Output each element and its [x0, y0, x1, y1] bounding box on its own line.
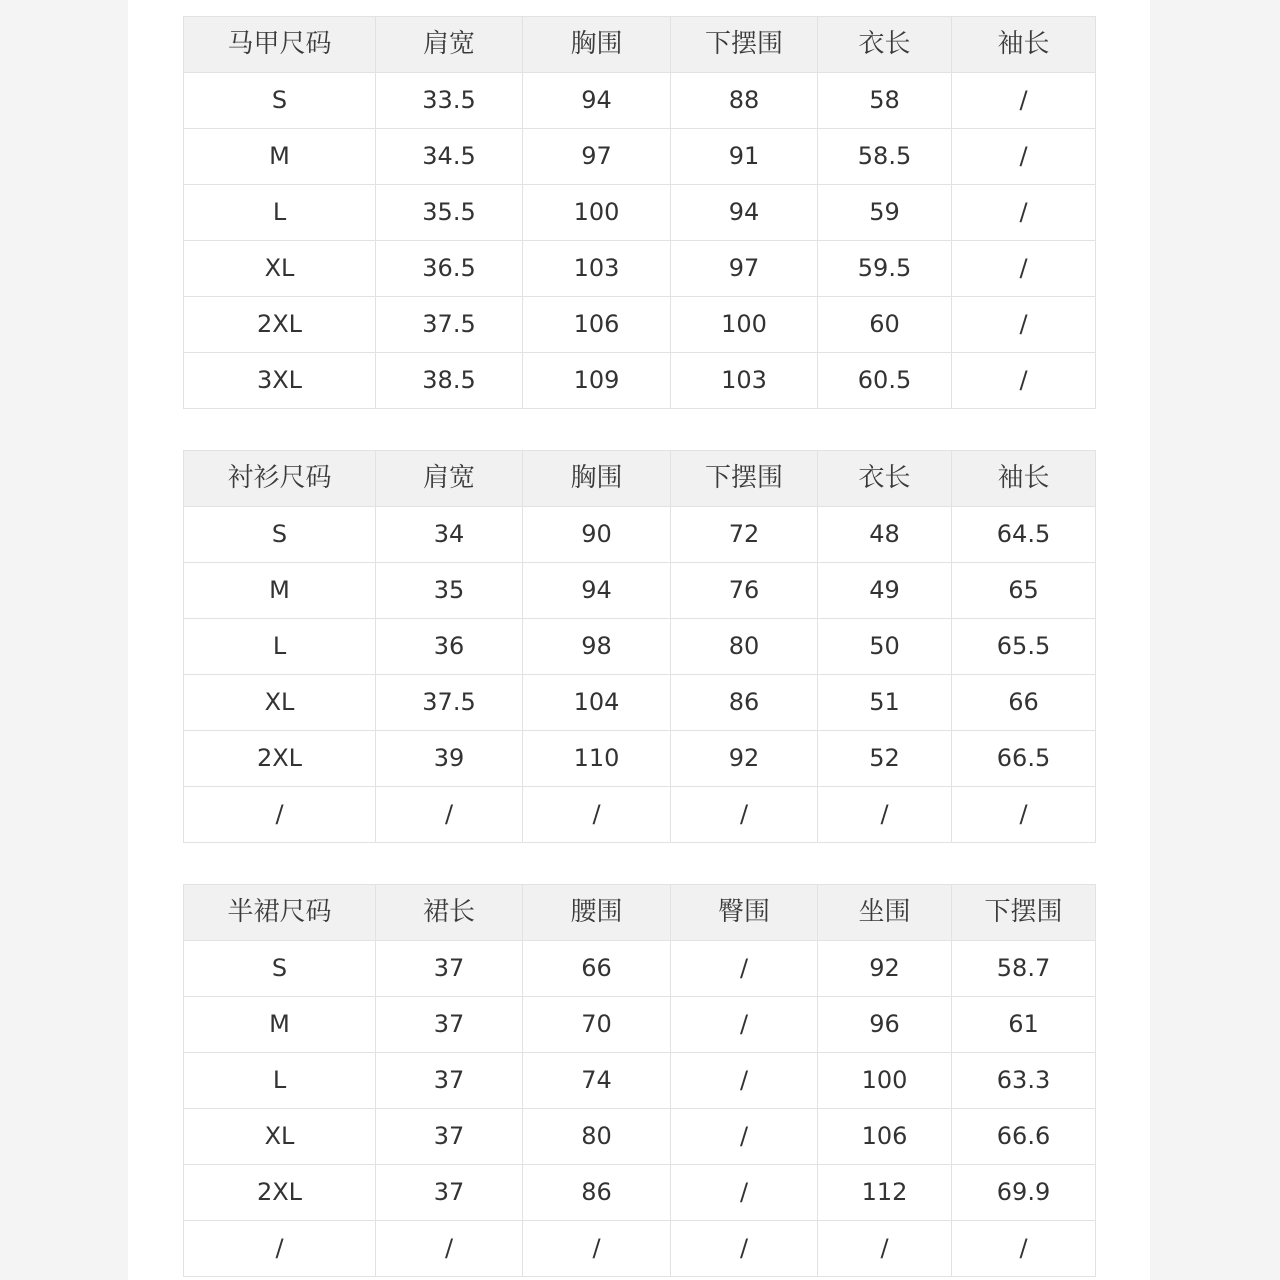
table-cell: 103	[671, 353, 818, 409]
table-cell: 103	[523, 241, 671, 297]
table-cell: 38.5	[376, 353, 523, 409]
table-cell: L	[184, 1053, 376, 1109]
table-cell: 2XL	[184, 1165, 376, 1221]
table-cell: M	[184, 563, 376, 619]
table-cell: /	[376, 1221, 523, 1277]
table-cell: /	[952, 1221, 1096, 1277]
table-cell: L	[184, 619, 376, 675]
table-cell: 106	[523, 297, 671, 353]
table-cell: 58.7	[952, 941, 1096, 997]
header-cell: 肩宽	[376, 451, 523, 507]
table-cell: 100	[818, 1053, 952, 1109]
header-cell: 腰围	[523, 885, 671, 941]
table-cell: 94	[671, 185, 818, 241]
table-row	[184, 297, 1096, 353]
table-row	[184, 1165, 1096, 1221]
table-row	[184, 507, 1096, 563]
table-cell: 88	[671, 73, 818, 129]
table-cell: 2XL	[184, 297, 376, 353]
table-cell: 59.5	[818, 241, 952, 297]
table-header-row	[184, 885, 1096, 941]
table-cell: 60	[818, 297, 952, 353]
table-cell: 35	[376, 563, 523, 619]
table-cell: 49	[818, 563, 952, 619]
table-cell: 65.5	[952, 619, 1096, 675]
header-cell: 胸围	[523, 451, 671, 507]
table-cell: L	[184, 185, 376, 241]
table-cell: /	[671, 1221, 818, 1277]
vest-size-table	[183, 16, 1096, 409]
header-cell: 下摆围	[671, 451, 818, 507]
table-cell: /	[952, 129, 1096, 185]
table-header-row	[184, 17, 1096, 73]
table-cell: /	[952, 353, 1096, 409]
table-row	[184, 241, 1096, 297]
table-cell: /	[818, 787, 952, 843]
table-cell: 100	[523, 185, 671, 241]
table-cell: 80	[671, 619, 818, 675]
table-cell: /	[671, 787, 818, 843]
table-cell: /	[671, 941, 818, 997]
table-cell: /	[376, 787, 523, 843]
table-cell: 51	[818, 675, 952, 731]
table-cell: 36.5	[376, 241, 523, 297]
table-cell: 97	[671, 241, 818, 297]
table-cell: 66.5	[952, 731, 1096, 787]
table-cell: 66	[952, 675, 1096, 731]
table-cell: /	[671, 997, 818, 1053]
table-cell: 65	[952, 563, 1096, 619]
header-cell: 袖长	[952, 17, 1096, 73]
table-cell: 35.5	[376, 185, 523, 241]
table-cell: M	[184, 997, 376, 1053]
table-cell: 59	[818, 185, 952, 241]
table-cell: 37	[376, 997, 523, 1053]
table-cell: 58	[818, 73, 952, 129]
size-chart-page	[128, 0, 1150, 1280]
table-cell: XL	[184, 675, 376, 731]
skirt-size-table	[183, 884, 1096, 1277]
table-cell: 3XL	[184, 353, 376, 409]
table-cell: 109	[523, 353, 671, 409]
table-cell: /	[952, 73, 1096, 129]
table-cell: /	[523, 787, 671, 843]
table-cell: 69.9	[952, 1165, 1096, 1221]
table-cell: 66.6	[952, 1109, 1096, 1165]
table-cell: S	[184, 73, 376, 129]
table-header-row	[184, 451, 1096, 507]
table-cell: 80	[523, 1109, 671, 1165]
table-row	[184, 997, 1096, 1053]
table-cell: 34.5	[376, 129, 523, 185]
header-cell: 衣长	[818, 451, 952, 507]
table-cell: 70	[523, 997, 671, 1053]
table-cell: 37	[376, 1109, 523, 1165]
table-cell: /	[952, 297, 1096, 353]
table-row	[184, 619, 1096, 675]
table-cell: 36	[376, 619, 523, 675]
table-cell: 76	[671, 563, 818, 619]
table-cell: /	[952, 787, 1096, 843]
table-cell: 100	[671, 297, 818, 353]
table-cell: M	[184, 129, 376, 185]
table-cell: 98	[523, 619, 671, 675]
table-cell: 48	[818, 507, 952, 563]
table-cell: 97	[523, 129, 671, 185]
header-cell: 裙长	[376, 885, 523, 941]
table-row	[184, 675, 1096, 731]
table-cell: 91	[671, 129, 818, 185]
table-cell: 39	[376, 731, 523, 787]
table-cell: 34	[376, 507, 523, 563]
header-cell: 衬衫尺码	[184, 451, 376, 507]
header-cell: 衣长	[818, 17, 952, 73]
header-cell: 胸围	[523, 17, 671, 73]
table-row	[184, 73, 1096, 129]
table-row	[184, 731, 1096, 787]
header-cell: 臀围	[671, 885, 818, 941]
table-cell: /	[184, 1221, 376, 1277]
table-cell: S	[184, 507, 376, 563]
table-cell: /	[671, 1165, 818, 1221]
table-cell: 92	[818, 941, 952, 997]
shirt-size-table	[183, 450, 1096, 843]
table-cell: /	[671, 1109, 818, 1165]
table-cell: /	[671, 1053, 818, 1109]
table-row	[184, 1221, 1096, 1277]
table-cell: 66	[523, 941, 671, 997]
table-cell: 86	[671, 675, 818, 731]
table-cell: 37	[376, 1165, 523, 1221]
table-cell: /	[952, 185, 1096, 241]
table-cell: 64.5	[952, 507, 1096, 563]
table-row	[184, 787, 1096, 843]
table-row	[184, 563, 1096, 619]
table-cell: 92	[671, 731, 818, 787]
table-row	[184, 129, 1096, 185]
header-cell: 马甲尺码	[184, 17, 376, 73]
table-cell: 37	[376, 1053, 523, 1109]
table-cell: 37	[376, 941, 523, 997]
table-cell: 33.5	[376, 73, 523, 129]
table-row	[184, 185, 1096, 241]
header-cell: 半裙尺码	[184, 885, 376, 941]
table-cell: S	[184, 941, 376, 997]
table-cell: 94	[523, 73, 671, 129]
header-cell: 下摆围	[671, 17, 818, 73]
table-cell: 58.5	[818, 129, 952, 185]
table-cell: 37.5	[376, 297, 523, 353]
table-cell: XL	[184, 1109, 376, 1165]
table-cell: /	[952, 241, 1096, 297]
table-cell: 37.5	[376, 675, 523, 731]
table-cell: 50	[818, 619, 952, 675]
table-cell: 61	[952, 997, 1096, 1053]
table-row	[184, 1053, 1096, 1109]
table-row	[184, 941, 1096, 997]
table-cell: /	[184, 787, 376, 843]
table-cell: 2XL	[184, 731, 376, 787]
header-cell: 袖长	[952, 451, 1096, 507]
table-cell: 63.3	[952, 1053, 1096, 1109]
table-cell: 110	[523, 731, 671, 787]
table-cell: 74	[523, 1053, 671, 1109]
table-cell: /	[523, 1221, 671, 1277]
header-cell: 肩宽	[376, 17, 523, 73]
table-cell: 106	[818, 1109, 952, 1165]
table-cell: 60.5	[818, 353, 952, 409]
table-cell: 112	[818, 1165, 952, 1221]
table-cell: 72	[671, 507, 818, 563]
table-cell: 94	[523, 563, 671, 619]
table-cell: 86	[523, 1165, 671, 1221]
table-row	[184, 1109, 1096, 1165]
table-cell: 96	[818, 997, 952, 1053]
table-cell: 90	[523, 507, 671, 563]
table-cell: XL	[184, 241, 376, 297]
table-row	[184, 353, 1096, 409]
header-cell: 下摆围	[952, 885, 1096, 941]
table-cell: 104	[523, 675, 671, 731]
table-cell: 52	[818, 731, 952, 787]
table-cell: /	[818, 1221, 952, 1277]
header-cell: 坐围	[818, 885, 952, 941]
